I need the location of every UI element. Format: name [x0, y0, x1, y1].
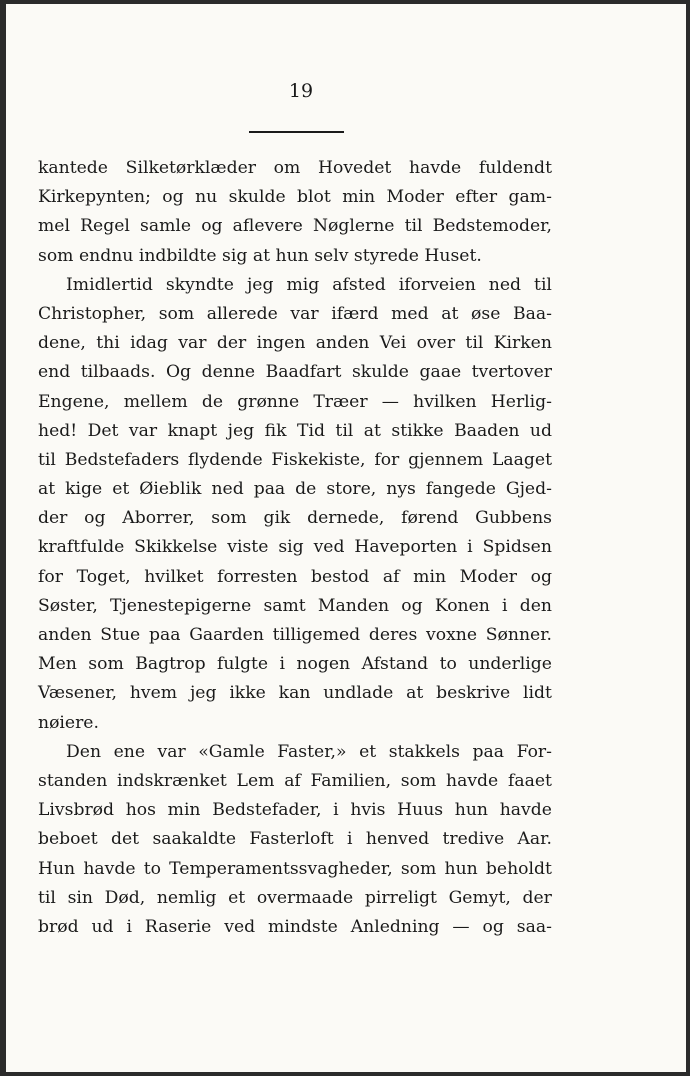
- text-line: [38, 446, 552, 475]
- word: kraftfulde: [38, 537, 125, 558]
- text-line: [38, 300, 552, 329]
- word: thi: [96, 333, 120, 354]
- text-line: [38, 533, 552, 562]
- word: Regel: [80, 216, 130, 237]
- text-line: [38, 709, 552, 738]
- word: til: [534, 274, 552, 295]
- word: tredive: [442, 829, 505, 850]
- word: hvilket: [144, 566, 204, 587]
- text-line: [38, 417, 552, 446]
- word: kan: [278, 683, 311, 704]
- word: beholdt: [485, 858, 552, 879]
- word: Konen: [434, 595, 490, 616]
- word: flydende: [188, 449, 263, 470]
- word: idag: [130, 333, 168, 354]
- word: det: [110, 829, 140, 850]
- word: «Gamle: [198, 741, 265, 762]
- word: gik: [263, 508, 291, 529]
- word: Sønner.: [485, 625, 552, 645]
- text-line: [38, 738, 552, 767]
- word: endnu: [78, 245, 134, 266]
- text-line: [38, 884, 552, 913]
- word: i: [467, 537, 473, 558]
- word: Gubbens: [475, 508, 552, 529]
- word: Christopher,: [38, 303, 147, 324]
- word: Gaarden: [189, 625, 264, 645]
- word: og: [84, 508, 106, 529]
- word: hun: [454, 800, 489, 821]
- word: saa-: [516, 916, 552, 937]
- word: sig: [278, 537, 304, 558]
- word: afsted: [332, 274, 386, 295]
- word: Det: [87, 420, 119, 441]
- word: Anledning: [350, 916, 440, 937]
- word: allerede: [206, 303, 278, 324]
- word: i: [333, 800, 339, 821]
- word: over: [416, 333, 456, 354]
- word: et: [228, 887, 246, 908]
- word: som: [158, 303, 195, 324]
- word: at: [441, 303, 459, 324]
- word: om: [273, 158, 301, 178]
- word: ned: [211, 479, 244, 500]
- word: store,: [326, 479, 377, 500]
- word: Fiskekiste,: [271, 449, 366, 470]
- word: Død,: [104, 887, 146, 908]
- word: nu: [195, 187, 218, 208]
- text-line: [38, 825, 552, 854]
- word: selv: [314, 245, 349, 266]
- word: til: [38, 887, 56, 908]
- word: at: [38, 479, 56, 500]
- word: Skikkelse: [134, 537, 218, 558]
- word: hun: [444, 858, 478, 879]
- word: Moder: [386, 187, 444, 208]
- word: og: [482, 916, 504, 937]
- word: indbildte: [138, 245, 217, 266]
- word: Baa-: [513, 303, 552, 324]
- word: nys: [386, 479, 416, 500]
- word: brød: [38, 916, 79, 937]
- word: gaae: [419, 362, 462, 383]
- word: Aborrer,: [122, 508, 195, 529]
- word: Engene,: [38, 391, 110, 412]
- word: mel: [38, 216, 70, 237]
- word: viste: [227, 537, 269, 558]
- word: fik: [264, 420, 287, 441]
- word: Haveporten: [354, 537, 458, 558]
- word: dernede,: [307, 508, 385, 529]
- word: Imidlertid: [66, 274, 153, 295]
- word: grønne: [237, 391, 300, 412]
- word: Livsbrød: [38, 800, 115, 821]
- word: Bedstefaders: [64, 449, 180, 470]
- word: indskrænket: [117, 770, 227, 791]
- word: den: [519, 595, 552, 616]
- word: med: [391, 303, 429, 324]
- text-line: [38, 563, 552, 592]
- page-number: 19: [288, 80, 314, 102]
- word: Søster,: [38, 595, 98, 616]
- word: Og: [165, 362, 192, 383]
- text-line: [38, 767, 552, 796]
- word: Familien,: [310, 770, 392, 791]
- word: gjennem: [408, 449, 484, 470]
- word: dene,: [38, 333, 86, 354]
- word: som: [400, 858, 437, 879]
- word: tilbaads.: [80, 362, 156, 383]
- book-page: [6, 4, 686, 1072]
- word: Væsener,: [38, 683, 118, 704]
- word: havde: [446, 770, 499, 791]
- word: var: [178, 333, 207, 354]
- word: samt: [263, 595, 306, 616]
- word: som: [211, 508, 247, 529]
- word: Moder: [459, 566, 517, 587]
- word: ved: [224, 916, 256, 937]
- word: mellem: [123, 391, 188, 412]
- word: henved: [365, 829, 430, 850]
- word: i: [502, 595, 508, 616]
- word: ved: [313, 537, 345, 558]
- word: denne: [201, 362, 256, 383]
- word: ingen: [256, 333, 306, 354]
- word: hun: [275, 245, 309, 266]
- word: som: [400, 770, 437, 791]
- text-line: [38, 242, 552, 271]
- word: sig: [222, 245, 248, 266]
- word: øse: [471, 303, 501, 324]
- word: voxne: [426, 625, 478, 645]
- text-line: [38, 388, 552, 417]
- word: Baadfart: [265, 362, 342, 383]
- word: i: [126, 916, 132, 937]
- word: iforveien: [398, 274, 476, 295]
- word: at: [363, 420, 381, 441]
- word: Faster,»: [277, 741, 347, 762]
- word: ud: [529, 420, 552, 441]
- word: hvilken: [413, 391, 477, 412]
- word: Bagtrop: [135, 654, 206, 675]
- word: der: [522, 887, 552, 908]
- word: Bedstefader,: [212, 800, 322, 821]
- word: Øieblik: [139, 479, 202, 500]
- word: ud: [91, 916, 114, 937]
- word: kantede: [38, 158, 108, 178]
- word: min: [167, 800, 201, 821]
- text-line: [38, 679, 552, 708]
- header-rule: [249, 131, 344, 133]
- word: Men: [38, 654, 77, 675]
- word: end: [38, 362, 71, 383]
- word: saakaldte: [152, 829, 237, 850]
- word: Hun: [38, 858, 76, 879]
- word: aflevere: [232, 216, 303, 237]
- word: —: [381, 391, 399, 412]
- word: nogen: [296, 654, 351, 675]
- word: Tjenestepigerne: [110, 595, 252, 616]
- word: jeg: [227, 420, 255, 441]
- word: kige: [65, 479, 103, 500]
- word: Lem: [236, 770, 275, 791]
- word: de: [201, 391, 224, 412]
- word: anden: [315, 333, 370, 354]
- word: af: [382, 566, 400, 587]
- word: fulgte: [217, 654, 269, 675]
- word: Stue: [100, 625, 141, 645]
- word: hvis: [350, 800, 386, 821]
- word: jeg: [246, 274, 274, 295]
- text-line: [38, 154, 552, 183]
- text-line: [38, 650, 552, 679]
- word: var: [157, 741, 186, 762]
- word: Vei: [379, 333, 407, 354]
- word: gam-: [508, 187, 552, 208]
- word: nøiere.: [38, 712, 99, 733]
- word: Den: [66, 741, 102, 762]
- body-text: [38, 154, 552, 942]
- word: som: [38, 245, 74, 266]
- word: Temperamentssvagheder,: [169, 858, 393, 879]
- word: Aar.: [517, 829, 552, 850]
- text-line: [38, 504, 552, 533]
- text-line: [38, 796, 552, 825]
- word: mig: [286, 274, 320, 295]
- word: ned: [488, 274, 522, 295]
- word: Træer: [313, 391, 368, 412]
- word: mindste: [268, 916, 338, 937]
- word: de: [295, 479, 317, 500]
- word: var: [128, 420, 158, 441]
- word: blot: [297, 187, 331, 208]
- word: som: [88, 654, 124, 675]
- word: min: [342, 187, 376, 208]
- word: Gemyt,: [448, 887, 511, 908]
- word: standen: [38, 770, 108, 791]
- word: faaet: [507, 770, 552, 791]
- word: Baaden: [454, 420, 520, 441]
- word: min: [413, 566, 447, 587]
- text-line: [38, 212, 552, 241]
- word: der: [38, 508, 68, 529]
- word: Fasterloft: [249, 829, 334, 850]
- word: Huset.: [424, 245, 482, 266]
- word: sin: [67, 887, 93, 908]
- word: ikke: [229, 683, 266, 704]
- word: Herlig-: [490, 391, 552, 412]
- word: hed!: [38, 420, 78, 441]
- word: overmaade: [256, 887, 354, 908]
- word: Toget,: [76, 566, 131, 587]
- word: af: [284, 770, 301, 791]
- word: og: [162, 187, 184, 208]
- word: Kirkepynten;: [38, 187, 151, 208]
- word: ene: [113, 741, 145, 762]
- word: beboet: [38, 829, 98, 850]
- word: et: [112, 479, 130, 500]
- word: og: [401, 595, 423, 616]
- word: pirreligt: [364, 887, 437, 908]
- word: anden: [38, 625, 92, 645]
- word: paa: [472, 741, 505, 762]
- word: fuldendt: [478, 158, 552, 178]
- word: hos: [125, 800, 156, 821]
- text-line: [38, 329, 552, 358]
- word: Huus: [397, 800, 444, 821]
- word: samle: [140, 216, 192, 237]
- word: —: [452, 916, 470, 937]
- word: for: [38, 566, 63, 587]
- text-line: [38, 592, 552, 621]
- word: i: [279, 654, 285, 675]
- word: paa: [253, 479, 286, 500]
- word: Bedstemoder,: [432, 216, 552, 237]
- word: Silketørklæder: [125, 158, 256, 178]
- word: fangede: [425, 479, 496, 500]
- word: til: [465, 333, 484, 354]
- word: deres: [368, 625, 418, 645]
- word: for: [374, 449, 400, 470]
- word: Manden: [317, 595, 390, 616]
- text-line: [38, 913, 552, 942]
- word: Laaget: [491, 449, 552, 470]
- word: og: [201, 216, 223, 237]
- word: et: [359, 741, 377, 762]
- word: i: [347, 829, 353, 850]
- word: Afstand: [361, 654, 429, 675]
- word: underlige: [468, 654, 552, 675]
- word: stakkels: [388, 741, 460, 762]
- word: til: [38, 449, 56, 470]
- word: skulde: [351, 362, 409, 383]
- text-line: [38, 271, 552, 300]
- word: der: [216, 333, 247, 354]
- word: Nøglerne: [312, 216, 395, 237]
- word: til: [404, 216, 423, 237]
- word: at: [406, 683, 424, 704]
- word: var: [290, 303, 319, 324]
- word: undlade: [323, 683, 394, 704]
- word: hvem: [129, 683, 178, 704]
- word: havde: [409, 158, 462, 178]
- word: havde: [83, 858, 136, 879]
- word: havde: [499, 800, 552, 821]
- word: skyndte: [165, 274, 234, 295]
- word: og: [530, 566, 552, 587]
- word: Kirken: [493, 333, 552, 354]
- word: tvertover: [471, 362, 552, 383]
- word: førend: [401, 508, 459, 529]
- word: paa: [148, 625, 181, 645]
- word: Spidsen: [482, 537, 552, 558]
- text-line: [38, 855, 552, 884]
- word: stikke: [391, 420, 444, 441]
- text-line: [38, 621, 552, 650]
- text-line: [38, 183, 552, 212]
- word: forresten: [217, 566, 298, 587]
- word: lidt: [523, 683, 552, 704]
- word: Gjed-: [505, 479, 552, 500]
- word: Tid: [296, 420, 325, 441]
- text-line: [38, 358, 552, 387]
- word: skulde: [228, 187, 286, 208]
- word: For-: [516, 741, 552, 762]
- word: styrede: [353, 245, 419, 266]
- text-line: [38, 475, 552, 504]
- word: ifærd: [331, 303, 379, 324]
- word: at: [252, 245, 270, 266]
- word: Hovedet: [318, 158, 392, 178]
- word: jeg: [189, 683, 217, 704]
- word: to: [439, 654, 457, 675]
- word: nemlig: [156, 887, 217, 908]
- word: tilligemed: [272, 625, 361, 645]
- word: til: [335, 420, 354, 441]
- word: bestod: [311, 566, 370, 587]
- word: knapt: [167, 420, 218, 441]
- word: Raserie: [144, 916, 212, 937]
- word: to: [143, 858, 161, 879]
- word: efter: [455, 187, 498, 208]
- word: beskrive: [436, 683, 511, 704]
